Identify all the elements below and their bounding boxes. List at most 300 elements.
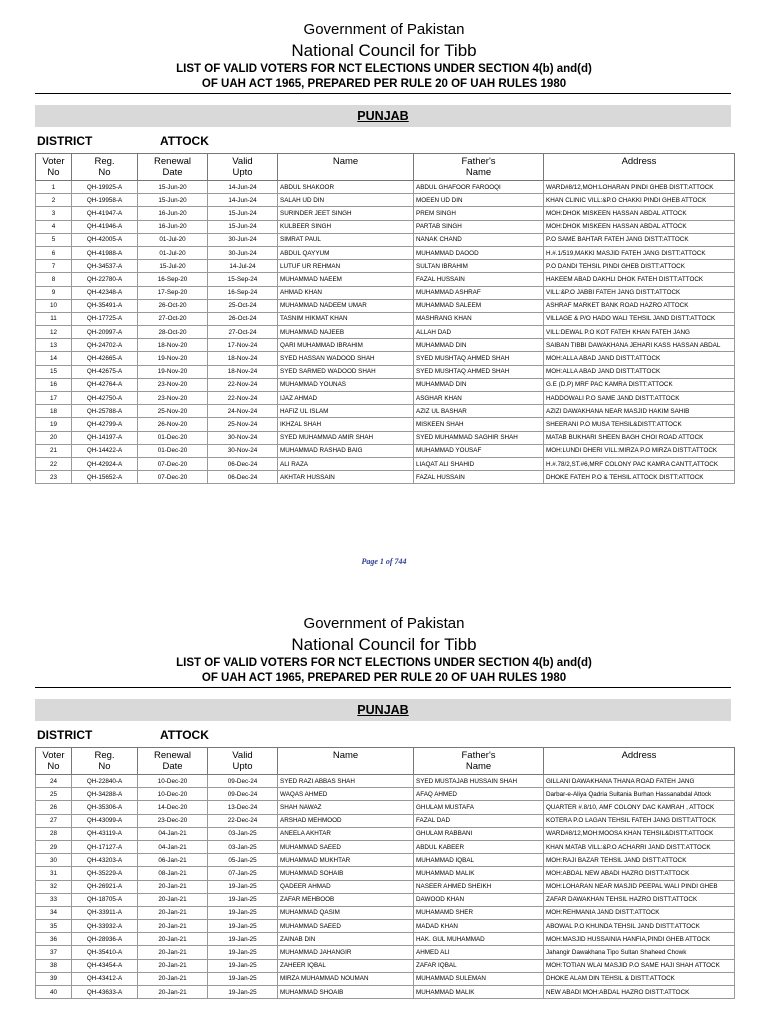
- table-row: [36, 312, 735, 325]
- cell-father-name: FAZAL DAD: [414, 814, 544, 827]
- cell-address: G.E (D.P) MRF PAC KAMRA DISTT:ATTOCK: [544, 378, 735, 391]
- cell-valid-upto: 07-Jan-25: [208, 867, 278, 880]
- cell-address: H.#.78/2,ST.#6,MRF COLONY PAC KAMRA CANTT,ATTOCK: [544, 457, 735, 470]
- cell-address: MOH:DHOK MISKEEN HASSAN ABDAL ATTOCK: [544, 220, 735, 233]
- cell-name: AKHTAR HUSSAIN: [278, 471, 414, 484]
- cell-name: SYED RAZI ABBAS SHAH: [278, 775, 414, 788]
- cell-valid-upto: 30-Nov-24: [208, 444, 278, 457]
- cell-father-name: LIAQAT ALI SHAHID: [414, 457, 544, 470]
- cell-valid-upto: 30-Nov-24: [208, 431, 278, 444]
- cell-reg-no: QH-19958-A: [72, 194, 138, 207]
- cell-voter-no: 7: [36, 260, 72, 273]
- table-row: [36, 339, 735, 352]
- cell-address: KOTERA P.O LAGAN TEHSIL FATEH JANG DISTT:ATTOCK: [544, 814, 735, 827]
- table-header-row: [36, 748, 735, 775]
- cell-voter-no: 32: [36, 880, 72, 893]
- table-row: [36, 260, 735, 273]
- table-row: [36, 893, 735, 906]
- cell-reg-no: QH-28936-A: [72, 933, 138, 946]
- cell-father-name: NASEER AHMED SHEIKH: [414, 880, 544, 893]
- cell-name: LUTUF UR REHMAN: [278, 260, 414, 273]
- cell-voter-no: 17: [36, 392, 72, 405]
- cell-renewal-date: 01-Jul-20: [138, 233, 208, 246]
- cell-address: DHOKE ALAM DIN TEHSIL & DISTT:ATTOCK: [544, 972, 735, 985]
- cell-name: MUHAMMAD SAEED: [278, 920, 414, 933]
- cell-address: MOH:DHOK MISKEEN HASSAN ABDAL ATTOCK: [544, 207, 735, 220]
- cell-valid-upto: 06-Dec-24: [208, 457, 278, 470]
- cell-voter-no: 23: [36, 471, 72, 484]
- cell-address: MOH:LOHARAN NEAR MASJID PEEPAL WALI PINDI GHEB: [544, 880, 735, 893]
- cell-renewal-date: 20-Jan-21: [138, 959, 208, 972]
- cell-voter-no: 28: [36, 827, 72, 840]
- cell-renewal-date: 26-Nov-20: [138, 418, 208, 431]
- cell-renewal-date: 20-Jan-21: [138, 972, 208, 985]
- cell-address: VILL:&P.O JABBI FATEH JANG DISTT:ATTOCK: [544, 286, 735, 299]
- cell-reg-no: QH-25788-A: [72, 405, 138, 418]
- table-row: [36, 854, 735, 867]
- cell-address: MOH:REHMANIA JAND DISTT:ATTOCK: [544, 906, 735, 919]
- cell-renewal-date: 06-Jan-21: [138, 854, 208, 867]
- cell-reg-no: QH-42675-A: [72, 365, 138, 378]
- header-rule: [35, 93, 731, 94]
- cell-renewal-date: 27-Oct-20: [138, 312, 208, 325]
- cell-address: Jahangir Dawakhana Tipo Sultan Shaheed Chowk: [544, 946, 735, 959]
- table-row: [36, 444, 735, 457]
- cell-name: QARI MUHAMMAD IBRAHIM: [278, 339, 414, 352]
- table-row: [36, 352, 735, 365]
- table-row: [36, 801, 735, 814]
- cell-address: WARD#8/12,MOH:MOOSA KHAN TEHSIL&DISTT:ATTOCK: [544, 827, 735, 840]
- cell-voter-no: 2: [36, 194, 72, 207]
- table-row: [36, 840, 735, 853]
- cell-valid-upto: 22-Nov-24: [208, 378, 278, 391]
- cell-father-name: ZAFAR IQBAL: [414, 959, 544, 972]
- cell-father-name: MUHAMMAD SALEEM: [414, 299, 544, 312]
- cell-valid-upto: 14-Jun-24: [208, 181, 278, 194]
- cell-voter-no: 21: [36, 444, 72, 457]
- table-row: [36, 946, 735, 959]
- cell-reg-no: QH-42799-A: [72, 418, 138, 431]
- cell-voter-no: 40: [36, 986, 72, 999]
- cell-renewal-date: 16-Jun-20: [138, 220, 208, 233]
- cell-valid-upto: 14-Jun-24: [208, 194, 278, 207]
- cell-reg-no: QH-42924-A: [72, 457, 138, 470]
- cell-name: ZAFAR MEHBOOB: [278, 893, 414, 906]
- cell-name: MUHAMMAD RASHAD BAIG: [278, 444, 414, 457]
- cell-reg-no: QH-15652-A: [72, 471, 138, 484]
- cell-renewal-date: 15-Jun-20: [138, 181, 208, 194]
- cell-father-name: AZIZ UL BASHAR: [414, 405, 544, 418]
- cell-voter-no: 11: [36, 312, 72, 325]
- table-row: [36, 418, 735, 431]
- cell-valid-upto: 15-Sep-24: [208, 273, 278, 286]
- cell-renewal-date: 20-Jan-21: [138, 920, 208, 933]
- cell-valid-upto: 16-Sep-24: [208, 286, 278, 299]
- cell-name: AHMAD KHAN: [278, 286, 414, 299]
- district-value: ATTOCK: [160, 134, 209, 148]
- cell-renewal-date: 10-Dec-20: [138, 775, 208, 788]
- cell-name: IKHZAL SHAH: [278, 418, 414, 431]
- cell-valid-upto: 18-Nov-24: [208, 365, 278, 378]
- table-row: [36, 788, 735, 801]
- col-address: Address: [544, 154, 735, 181]
- cell-renewal-date: 04-Jan-21: [138, 827, 208, 840]
- cell-valid-upto: 14-Jul-24: [208, 260, 278, 273]
- cell-father-name: MISKEEN SHAH: [414, 418, 544, 431]
- cell-voter-no: 3: [36, 207, 72, 220]
- cell-reg-no: QH-26921-A: [72, 880, 138, 893]
- table-row: [36, 286, 735, 299]
- cell-reg-no: QH-35410-A: [72, 946, 138, 959]
- table-row: [36, 814, 735, 827]
- cell-name: SYED SARMED WADOOD SHAH: [278, 365, 414, 378]
- col-voter-no: Voter No: [36, 748, 72, 775]
- cell-name: ZAINAB DIN: [278, 933, 414, 946]
- cell-name: QADEER AHMAD: [278, 880, 414, 893]
- cell-name: MUHAMMAD MUKHTAR: [278, 854, 414, 867]
- cell-reg-no: QH-17127-A: [72, 840, 138, 853]
- cell-address: P.O SAME BAHTAR FATEH JANG DISTT:ATTOCK: [544, 233, 735, 246]
- cell-valid-upto: 09-Dec-24: [208, 775, 278, 788]
- cell-reg-no: QH-42764-A: [72, 378, 138, 391]
- cell-valid-upto: 22-Nov-24: [208, 392, 278, 405]
- cell-address: KHAN CLINIC VILL:&P.O CHAKKI PINDI GHEB ATTOCK: [544, 194, 735, 207]
- cell-valid-upto: 19-Jan-25: [208, 972, 278, 985]
- cell-father-name: SYED MUSHTAQ AHMED SHAH: [414, 365, 544, 378]
- table-row: [36, 392, 735, 405]
- cell-voter-no: 1: [36, 181, 72, 194]
- cell-valid-upto: 15-Jun-24: [208, 207, 278, 220]
- cell-father-name: FAZAL HUSSAIN: [414, 471, 544, 484]
- cell-father-name: SYED MUSHTAQ AHMED SHAH: [414, 352, 544, 365]
- cell-address: MOH:TOTIAN WLAI MASJID P.O SAME HAJI SHAH ATTOCK: [544, 959, 735, 972]
- cell-renewal-date: 20-Jan-21: [138, 986, 208, 999]
- table-row: [36, 867, 735, 880]
- cell-renewal-date: 01-Jul-20: [138, 246, 208, 259]
- cell-reg-no: QH-34537-A: [72, 260, 138, 273]
- cell-voter-no: 31: [36, 867, 72, 880]
- district-line: [37, 134, 209, 148]
- cell-voter-no: 36: [36, 933, 72, 946]
- cell-valid-upto: 05-Jan-25: [208, 854, 278, 867]
- cell-voter-no: 27: [36, 814, 72, 827]
- table-header-row: [36, 154, 735, 181]
- col-voter-no: Voter No: [36, 154, 72, 181]
- cell-father-name: GHULAM MUSTAFA: [414, 801, 544, 814]
- cell-renewal-date: 20-Jan-21: [138, 906, 208, 919]
- cell-valid-upto: 26-Oct-24: [208, 312, 278, 325]
- cell-address: MOH:RAJI BAZAR TEHSIL JAND DISTT:ATTOCK: [544, 854, 735, 867]
- cell-renewal-date: 15-Jul-20: [138, 260, 208, 273]
- cell-voter-no: 15: [36, 365, 72, 378]
- cell-voter-no: 10: [36, 299, 72, 312]
- cell-address: WARD#8/12,MOH:LOHARAN PINDI GHEB DISTT:ATTOCK: [544, 181, 735, 194]
- cell-address: ABOWAL P.O KHUNDA TEHSIL JAND DISTT:ATTOCK: [544, 920, 735, 933]
- cell-reg-no: QH-42005-A: [72, 233, 138, 246]
- cell-address: MOH:LUNDI DHERI VILL:MIRZA P.O MIRZA DISTT:ATTOCK: [544, 444, 735, 457]
- cell-valid-upto: 03-Jan-25: [208, 840, 278, 853]
- cell-reg-no: QH-42348-A: [72, 286, 138, 299]
- cell-father-name: MUHAMMAD IQBAL: [414, 854, 544, 867]
- cell-reg-no: QH-34288-A: [72, 788, 138, 801]
- cell-renewal-date: 20-Jan-21: [138, 933, 208, 946]
- cell-name: MUHAMMAD SHOAIB: [278, 986, 414, 999]
- table-row: [36, 933, 735, 946]
- council-title-2: National Council for Tibb: [291, 635, 477, 654]
- cell-father-name: NANAK CHAND: [414, 233, 544, 246]
- cell-voter-no: 39: [36, 972, 72, 985]
- cell-renewal-date: 20-Jan-21: [138, 880, 208, 893]
- cell-reg-no: QH-22780-A: [72, 273, 138, 286]
- cell-name: ZAHEER IQBAL: [278, 959, 414, 972]
- col-address: Address: [544, 748, 735, 775]
- cell-address: P.O DANDI TEHSIL PINDI GHEB DISTT:ATTOCK: [544, 260, 735, 273]
- cell-father-name: MADAD KHAN: [414, 920, 544, 933]
- cell-reg-no: QH-42665-A: [72, 352, 138, 365]
- table-row: [36, 246, 735, 259]
- cell-father-name: MUHAMMAD SULEMAN: [414, 972, 544, 985]
- page-number: Page 1 of 744: [361, 557, 407, 566]
- district-value-2: ATTOCK: [160, 728, 209, 742]
- col-valid-upto: Valid Upto: [208, 748, 278, 775]
- table-row: [36, 299, 735, 312]
- cell-address: ASHRAF MARKET BANK ROAD HAZRO ATTOCK: [544, 299, 735, 312]
- cell-renewal-date: 14-Dec-20: [138, 801, 208, 814]
- cell-reg-no: QH-41988-A: [72, 246, 138, 259]
- cell-address: MATAB BUKHARI SHEEN BAGH CHOI ROAD ATTOCK: [544, 431, 735, 444]
- cell-reg-no: QH-43633-A: [72, 986, 138, 999]
- cell-father-name: AHMED ALI: [414, 946, 544, 959]
- cell-voter-no: 22: [36, 457, 72, 470]
- cell-valid-upto: 24-Nov-24: [208, 405, 278, 418]
- cell-address: KHAN MATAB VILL:&P.O ACHARRI JAND DISTT:ATTOCK: [544, 840, 735, 853]
- cell-name: MUHAMMAD QASIM: [278, 906, 414, 919]
- cell-voter-no: 33: [36, 893, 72, 906]
- cell-father-name: HAK. GUL MUHAMMAD: [414, 933, 544, 946]
- cell-renewal-date: 16-Sep-20: [138, 273, 208, 286]
- cell-father-name: SULTAN IBRAHIM: [414, 260, 544, 273]
- cell-reg-no: QH-41946-A: [72, 220, 138, 233]
- table-row: [36, 273, 735, 286]
- cell-address: GILLANI DAWAKHANA THANA ROAD FATEH JANG: [544, 775, 735, 788]
- cell-reg-no: QH-33911-A: [72, 906, 138, 919]
- cell-address: AZIZI DAWAKHANA NEAR MASJID HAKIM SAHIB: [544, 405, 735, 418]
- cell-name: HAFIZ UL ISLAM: [278, 405, 414, 418]
- subtitle-line2-2: OF UAH ACT 1965, PREPARED PER RULE 20 OF UAH RULES 1980: [201, 672, 567, 684]
- cell-valid-upto: 17-Nov-24: [208, 339, 278, 352]
- cell-renewal-date: 16-Jun-20: [138, 207, 208, 220]
- cell-voter-no: 20: [36, 431, 72, 444]
- cell-valid-upto: 19-Jan-25: [208, 946, 278, 959]
- table-row: [36, 326, 735, 339]
- cell-reg-no: QH-43412-A: [72, 972, 138, 985]
- cell-voter-no: 29: [36, 840, 72, 853]
- col-father-name: Father's Name: [414, 154, 544, 181]
- table-row: [36, 378, 735, 391]
- cell-address: SHEERANI P.O MUSA TEHSIL&DISTT:ATTOCK: [544, 418, 735, 431]
- cell-valid-upto: 13-Dec-24: [208, 801, 278, 814]
- cell-reg-no: QH-43099-A: [72, 814, 138, 827]
- cell-address: ZAFAR DAWAKHAN TEHSIL HAZRO DISTT:ATTOCK: [544, 893, 735, 906]
- cell-address: NEW ABADI MOH:ABDAL HAZRO DISTT:ATTOCK: [544, 986, 735, 999]
- gov-title: Government of Pakistan: [303, 21, 465, 38]
- table-row: [36, 233, 735, 246]
- cell-voter-no: 38: [36, 959, 72, 972]
- cell-name: WAQAS AHMED: [278, 788, 414, 801]
- cell-name: SHAH NAWAZ: [278, 801, 414, 814]
- cell-valid-upto: 30-Jun-24: [208, 233, 278, 246]
- cell-name: MUHAMMAD NAJEEB: [278, 326, 414, 339]
- cell-valid-upto: 06-Dec-24: [208, 471, 278, 484]
- cell-renewal-date: 20-Jan-21: [138, 946, 208, 959]
- cell-renewal-date: 15-Jun-20: [138, 194, 208, 207]
- cell-reg-no: QH-43454-A: [72, 959, 138, 972]
- cell-father-name: MUHAMMAD DIN: [414, 378, 544, 391]
- cell-renewal-date: 23-Dec-20: [138, 814, 208, 827]
- cell-father-name: FAZAL HUSSAIN: [414, 273, 544, 286]
- col-reg-no: Reg. No: [72, 748, 138, 775]
- table-row: [36, 431, 735, 444]
- table-row: [36, 906, 735, 919]
- district-line-2: [37, 728, 209, 742]
- province-band: [35, 105, 731, 127]
- cell-reg-no: QH-22840-A: [72, 775, 138, 788]
- cell-father-name: ABDUL KABEER: [414, 840, 544, 853]
- cell-renewal-date: 01-Dec-20: [138, 431, 208, 444]
- cell-valid-upto: 19-Jan-25: [208, 959, 278, 972]
- voters-table: [35, 153, 735, 484]
- cell-valid-upto: 19-Jan-25: [208, 933, 278, 946]
- table-row: [36, 181, 735, 194]
- cell-name: ABDUL QAYYUM: [278, 246, 414, 259]
- cell-valid-upto: 09-Dec-24: [208, 788, 278, 801]
- cell-father-name: MUHAMAMD SHER: [414, 906, 544, 919]
- voters-table-2: [35, 747, 735, 999]
- cell-voter-no: 35: [36, 920, 72, 933]
- cell-name: SALAH UD DIN: [278, 194, 414, 207]
- cell-father-name: MUHAMMAD DIN: [414, 339, 544, 352]
- cell-name: SIMRAT PAUL: [278, 233, 414, 246]
- cell-valid-upto: 27-Oct-24: [208, 326, 278, 339]
- table-row: [36, 920, 735, 933]
- header-rule-2: [35, 687, 731, 688]
- cell-voter-no: 16: [36, 378, 72, 391]
- cell-voter-no: 6: [36, 246, 72, 259]
- province-label: PUNJAB: [357, 109, 409, 123]
- cell-valid-upto: 03-Jan-25: [208, 827, 278, 840]
- cell-name: ALI RAZA: [278, 457, 414, 470]
- cell-name: ARSHAD MEHMOOD: [278, 814, 414, 827]
- cell-voter-no: 18: [36, 405, 72, 418]
- cell-valid-upto: 25-Oct-24: [208, 299, 278, 312]
- cell-address: MOH:ALLA ABAD JAND DISTT:ATTOCK: [544, 365, 735, 378]
- cell-renewal-date: 10-Dec-20: [138, 788, 208, 801]
- cell-address: HAKEEM ABAD DAKHLI DHOK FATEH DISTT:ATTOCK: [544, 273, 735, 286]
- cell-renewal-date: 25-Nov-20: [138, 405, 208, 418]
- cell-valid-upto: 19-Jan-25: [208, 986, 278, 999]
- cell-renewal-date: 01-Dec-20: [138, 444, 208, 457]
- cell-renewal-date: 17-Sep-20: [138, 286, 208, 299]
- cell-voter-no: 9: [36, 286, 72, 299]
- table-row: [36, 775, 735, 788]
- cell-father-name: ASGHAR KHAN: [414, 392, 544, 405]
- cell-address: DHOKE FATEH P.O & TEHSIL ATTOCK DISTT:ATTOCK: [544, 471, 735, 484]
- cell-father-name: MUHAMMAD YOUSAF: [414, 444, 544, 457]
- cell-name: MUHAMMAD NADEEM UMAR: [278, 299, 414, 312]
- cell-voter-no: 19: [36, 418, 72, 431]
- cell-name: SYED HASSAN WADOOD SHAH: [278, 352, 414, 365]
- cell-reg-no: QH-14422-A: [72, 444, 138, 457]
- cell-voter-no: 25: [36, 788, 72, 801]
- cell-father-name: AFAQ AHMED: [414, 788, 544, 801]
- cell-voter-no: 26: [36, 801, 72, 814]
- cell-reg-no: QH-35306-A: [72, 801, 138, 814]
- cell-reg-no: QH-43119-A: [72, 827, 138, 840]
- council-title: National Council for Tibb: [291, 41, 477, 60]
- cell-address: VILL:DEWAL P.O KOT FATEH KHAN FATEH JANG: [544, 326, 735, 339]
- table-row: [36, 405, 735, 418]
- cell-renewal-date: 23-Nov-20: [138, 378, 208, 391]
- cell-voter-no: 13: [36, 339, 72, 352]
- cell-valid-upto: 19-Jan-25: [208, 906, 278, 919]
- cell-address: H.#.1/519,MAKKI MASJID FATEH JANG DISTT:ATTOCK: [544, 246, 735, 259]
- cell-renewal-date: 08-Jan-21: [138, 867, 208, 880]
- cell-father-name: MASHRANG KHAN: [414, 312, 544, 325]
- cell-address: MOH:MASJID HUSSAINIA HANFIA,PINDI GHEB ATTOCK: [544, 933, 735, 946]
- cell-name: KULBEER SINGH: [278, 220, 414, 233]
- cell-name: MUHAMMAD SOHAIB: [278, 867, 414, 880]
- cell-father-name: MUHAMMAD ASHRAF: [414, 286, 544, 299]
- cell-renewal-date: 26-Oct-20: [138, 299, 208, 312]
- cell-reg-no: QH-41947-A: [72, 207, 138, 220]
- cell-renewal-date: 28-Oct-20: [138, 326, 208, 339]
- cell-reg-no: QH-35229-A: [72, 867, 138, 880]
- cell-valid-upto: 15-Jun-24: [208, 220, 278, 233]
- cell-renewal-date: 04-Jan-21: [138, 840, 208, 853]
- cell-address: SAIBAN TIBBI DAWAKHANA JEHARI KASS HASSAN ABDAL: [544, 339, 735, 352]
- table-row: [36, 986, 735, 999]
- cell-reg-no: QH-20997-A: [72, 326, 138, 339]
- table-row: [36, 457, 735, 470]
- cell-valid-upto: 30-Jun-24: [208, 246, 278, 259]
- cell-reg-no: QH-24702-A: [72, 339, 138, 352]
- col-name: Name: [278, 748, 414, 775]
- cell-father-name: GHULAM RABBANI: [414, 827, 544, 840]
- col-valid-upto: Valid Upto: [208, 154, 278, 181]
- cell-voter-no: 30: [36, 854, 72, 867]
- cell-reg-no: QH-42750-A: [72, 392, 138, 405]
- cell-father-name: ALLAH DAD: [414, 326, 544, 339]
- cell-father-name: MUHAMMAD MALIK: [414, 986, 544, 999]
- cell-name: IJAZ AHMAD: [278, 392, 414, 405]
- cell-voter-no: 24: [36, 775, 72, 788]
- gov-title-2: Government of Pakistan: [303, 615, 465, 632]
- district-label-2: DISTRICT: [37, 728, 93, 742]
- col-name: Name: [278, 154, 414, 181]
- cell-name: MUHAMMAD YOUNAS: [278, 378, 414, 391]
- cell-name: ANEELA AKHTAR: [278, 827, 414, 840]
- cell-name: SYED MUHAMMAD AMIR SHAH: [278, 431, 414, 444]
- cell-voter-no: 4: [36, 220, 72, 233]
- cell-voter-no: 14: [36, 352, 72, 365]
- cell-name: TASNIM HIKMAT KHAN: [278, 312, 414, 325]
- cell-address: MOH:ALLA ABAD JAND DISTT:ATTOCK: [544, 352, 735, 365]
- cell-address: HADDOWALI P.O SAME JAND DISTT:ATTOCK: [544, 392, 735, 405]
- cell-renewal-date: 19-Nov-20: [138, 352, 208, 365]
- cell-name: ABDUL SHAKOOR: [278, 181, 414, 194]
- cell-valid-upto: 19-Jan-25: [208, 880, 278, 893]
- province-band-2: [35, 699, 731, 721]
